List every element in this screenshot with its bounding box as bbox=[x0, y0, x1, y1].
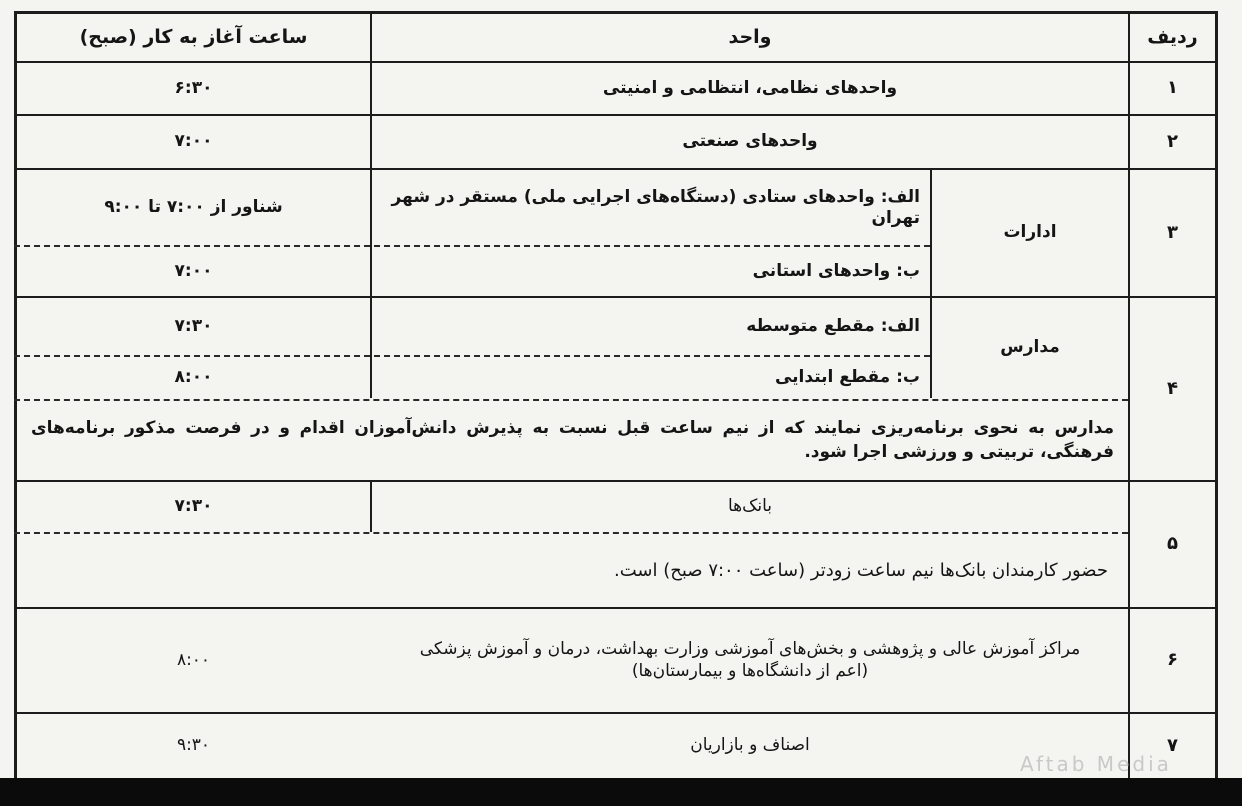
start-time-cell: ۷:۰۰ bbox=[174, 131, 213, 152]
start-time-cell: ۹:۳۰ bbox=[176, 735, 211, 756]
row-number: ۷ bbox=[1167, 734, 1178, 756]
banks-note: حضور کارمندان بانک‌ها نیم ساعت زودتر (ساعت ۷:۰۰ صبح) است. bbox=[614, 559, 1108, 581]
row-number: ۵ bbox=[1167, 533, 1178, 555]
group-label-schools: مدارس bbox=[1000, 337, 1060, 358]
group-label-offices: ادارات bbox=[1003, 222, 1057, 243]
start-time-cell: ۷:۳۰ bbox=[174, 496, 213, 517]
schools-note: مدارس به نحوی برنامه‌ریزی نمایند که از نیم ساعت قبل نسبت به پذیرش دانش‌آموزان اقدام و در فرصت مذکور برنامه‌های فرهنگی، تربیتی و ورزشی اجرا شود. bbox=[31, 418, 1114, 462]
unit-cell: واحدهای نظامی، انتظامی و امنیتی bbox=[602, 77, 898, 98]
dashed-separator bbox=[14, 245, 930, 247]
unit-cell: واحدهای صنعتی bbox=[682, 131, 818, 152]
unit-cell: مراکز آموزش عالی و پژوهشی و بخش‌های آموزشی وزارت بهداشت، درمان و آموزش پزشکی (اعم از دانشگاه‌ها و بیمارستان‌ها) bbox=[419, 639, 1081, 681]
watermark: Aftab Media bbox=[1020, 752, 1172, 776]
start-time-cell: ۸:۰۰ bbox=[176, 649, 211, 670]
row-number: ۳ bbox=[1167, 221, 1178, 243]
unit-cell: ب: واحدهای استانی bbox=[752, 261, 920, 282]
start-time-cell: شناور از ۷:۰۰ تا ۹:۰۰ bbox=[104, 197, 283, 218]
start-time-cell: ۷:۰۰ bbox=[174, 261, 213, 282]
header-start-time: ساعت آغاز به کار (صبح) bbox=[79, 25, 308, 48]
unit-cell: الف: واحدهای ستادی (دستگاه‌های اجرایی ملی) مستقر در شهر تهران bbox=[391, 186, 920, 228]
table-border-right bbox=[1215, 11, 1218, 778]
start-time-cell: ۶:۳۰ bbox=[174, 77, 213, 98]
unit-cell: بانک‌ها bbox=[728, 496, 773, 517]
unit-cell: اصناف و بازاریان bbox=[690, 735, 810, 756]
dashed-separator bbox=[14, 355, 930, 357]
header-row-number: ردیف bbox=[1147, 25, 1198, 48]
row-number: ۲ bbox=[1167, 130, 1178, 152]
row-number: ۴ bbox=[1167, 377, 1178, 399]
dashed-separator bbox=[14, 399, 1128, 401]
dashed-separator bbox=[14, 532, 1128, 534]
row-number: ۱ bbox=[1167, 77, 1178, 99]
start-time-cell: ۷:۳۰ bbox=[174, 316, 213, 337]
row-number: ۶ bbox=[1167, 649, 1178, 671]
unit-cell: الف: مقطع متوسطه bbox=[746, 316, 920, 337]
header-unit: واحد bbox=[728, 25, 772, 48]
start-time-cell: ۸:۰۰ bbox=[174, 367, 213, 388]
unit-cell: ب: مقطع ابتدایی bbox=[774, 367, 920, 388]
